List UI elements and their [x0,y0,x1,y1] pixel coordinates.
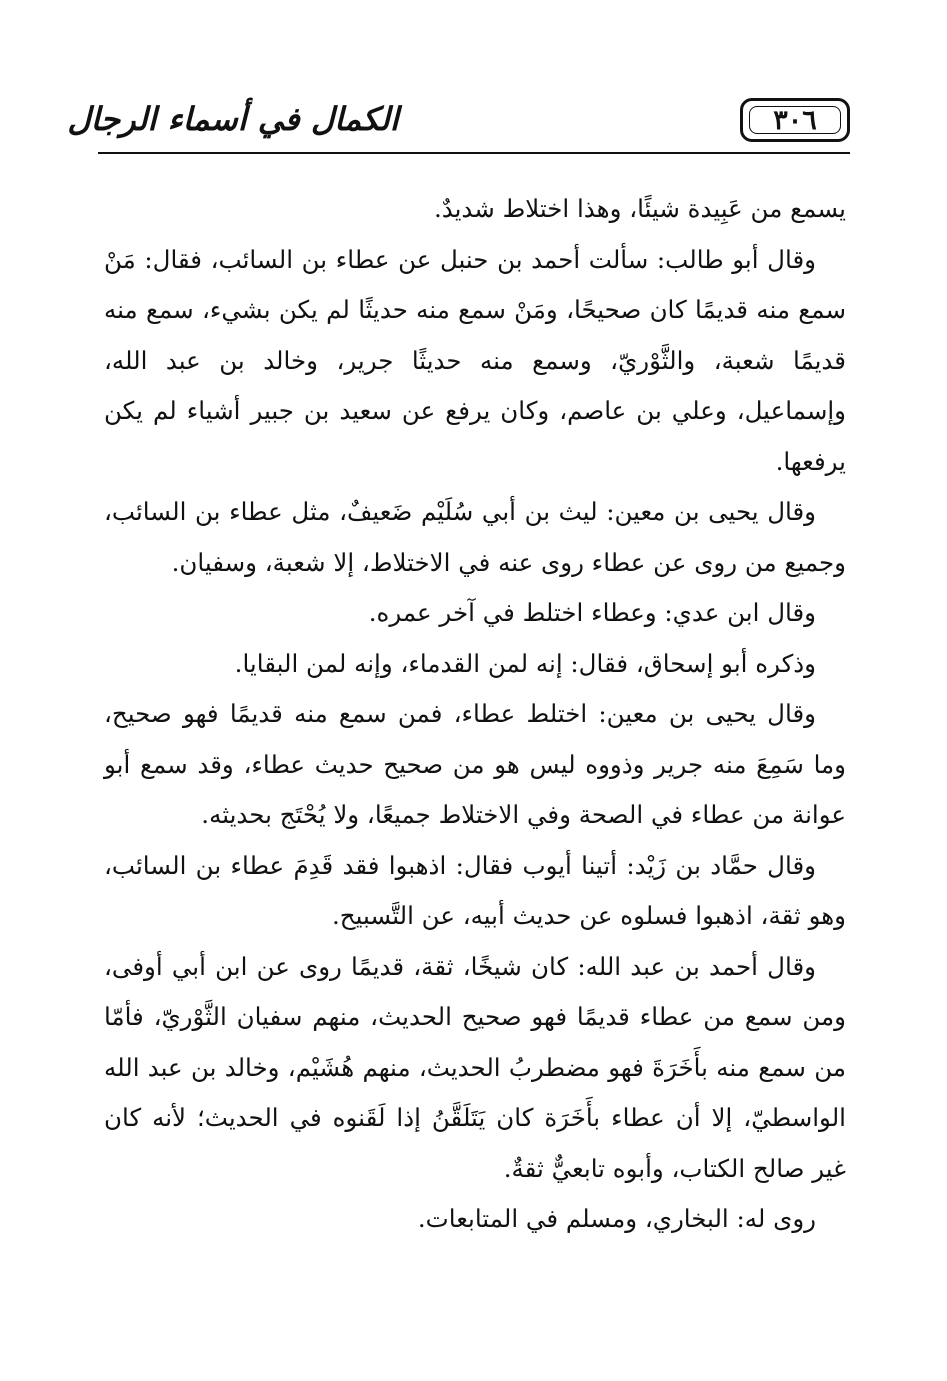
page-header [67,88,850,154]
paragraph: وقال يحيى بن معين: اختلط عطاء، فمن سمع منه قديمًا فهو صحيح، وما سَمِعَ منه جرير وذووه ليس هو من صحيح حديث عطاء، وقد سمع أبو عوانة من عطاء في الصحة وفي الاختلاط جميعًا، ولا يُحْتَج بحديثه. [104,699,846,829]
paragraph: وقال أحمد بن عبد الله: كان شيخًا، ثقة، قديمًا روى عن ابن أبي أوفى، ومن سمع من عطاء قديمًا فهو صحيح الحديث، منهم سفيان الثَّوْريّ، فأمّا من سمع منه بأَخَرَةَ فهو مضطربُ الحديث، منهم هُشَيْم، وخالد بن عبد الله الواسطيّ، إلا أن عطاء بأَخَرَة كان يَتَلَقَّنُ إذا لَقَنوه في الحديث؛ لأنه كان غير صالح الكتاب، وأبوه تابعيٌّ ثقةٌ. [104,951,846,1183]
page-number: ٣٠٦ [740,98,850,142]
paragraph: وقال حمَّاد بن زَيْد: أتينا أيوب فقال: اذهبوا فقد قَدِمَ عطاء بن السائب، وهو ثقة، اذهبوا فسلوه عن حديث أبيه، عن التَّسبيح. [104,850,846,930]
book-title: الكمال في أسماء الرجال [67,100,399,138]
main-text [104,184,846,1245]
paragraph: يسمع من عَبِيدة شيئًا، وهذا اختلاط شديدٌ. [433,194,846,223]
paragraph: وقال أبو طالب: سألت أحمد بن حنبل عن عطاء بن السائب، فقال: مَنْ سمع منه قديمًا كان صحيحًا، ومَنْ سمع منه حديثًا لم يكن بشيء، سمع منه قديمًا شعبة، والثَّوْريّ، وسمع منه حديثًا جرير، وخالد بن عبد الله، وإسماعيل، وعلي بن عاصم، وكان يرفع عن سعيد بن جبير أشياء لم يكن يرفعها. [104,244,846,476]
paragraph: وقال يحيى بن معين: ليث بن أبي سُلَيْم ضَعيفٌ، مثل عطاء بن السائب، وجميع من روى عن عطاء روى عنه في الاختلاط، إلا شعبة، وسفيان. [104,497,846,577]
header-divider [98,152,850,154]
paragraph: روى له: البخاري، ومسلم في المتابعات. [417,1204,816,1233]
paragraph: وقال ابن عدي: وعطاء اختلط في آخر عمره. [368,598,816,627]
paragraph: وذكره أبو إسحاق، فقال: إنه لمن القدماء، وإنه لمن البقايا. [234,648,816,678]
